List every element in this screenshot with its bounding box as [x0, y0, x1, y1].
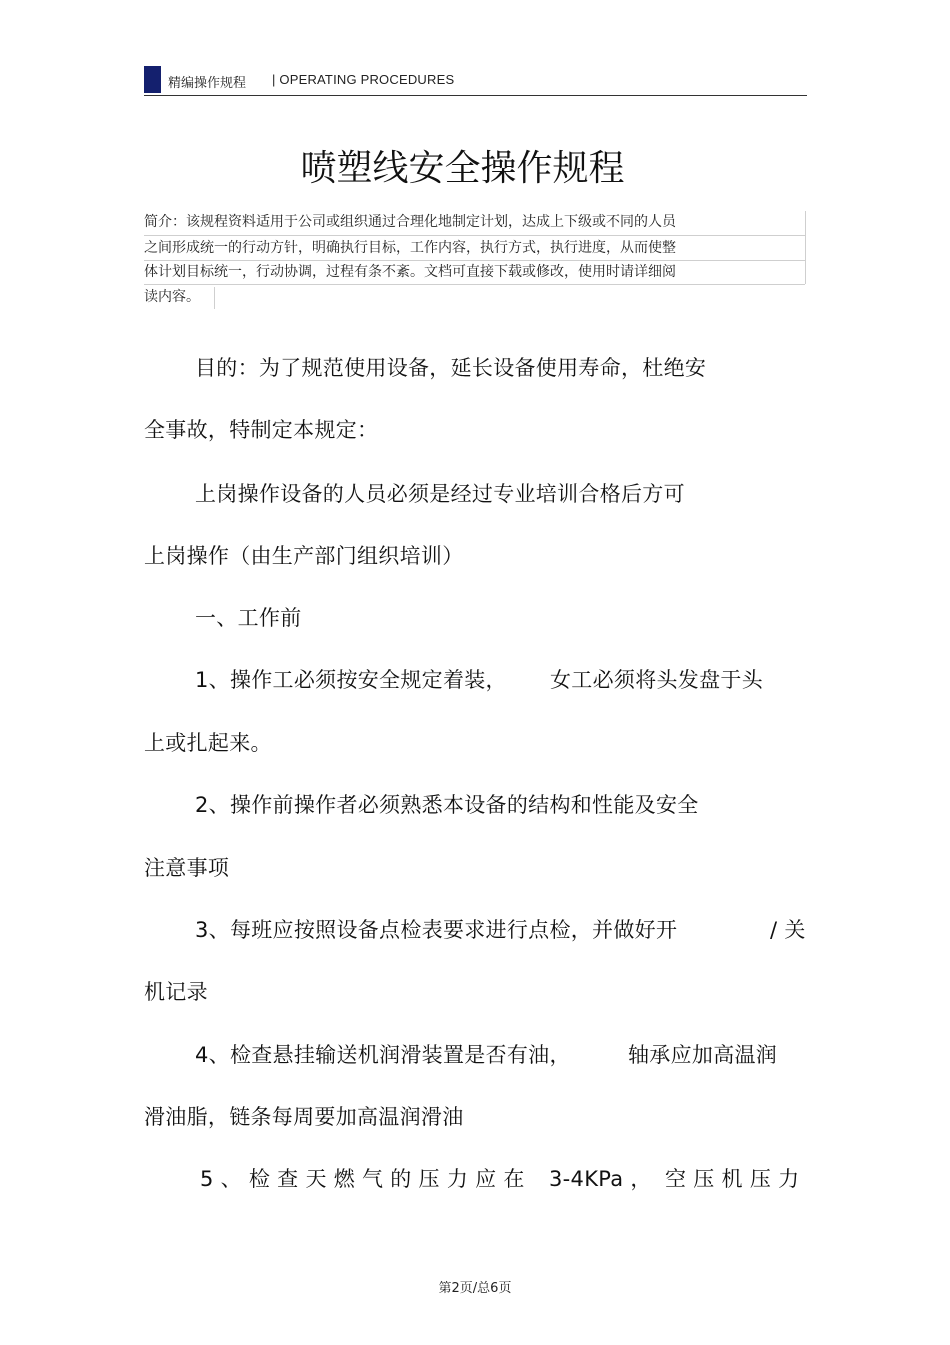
item-3-part-a: 3、每班应按照设备点检表要求进行点检，并做好开	[195, 918, 678, 942]
qualification-line-1: 上岗操作设备的人员必须是经过专业培训合格后方可	[195, 482, 685, 506]
item-4-part-a: 4、检查悬挂输送机润滑装置是否有油，	[195, 1043, 571, 1067]
item-4-part-b: 轴承应加高温润	[628, 1043, 778, 1067]
purpose-line-1: 目的：为了规范使用设备，延长设备使用寿命，杜绝安	[195, 356, 707, 380]
item-5-part-c: 空 压 机 压 力	[665, 1167, 800, 1191]
intro-line-3: 体计划目标统一，行动协调，过程有条不紊。文档可直接下载或修改，使用时请详细阅	[144, 264, 676, 280]
item-5-part-b: 3-4KPa ，	[549, 1167, 652, 1191]
intro-rule	[144, 284, 805, 285]
item-3-line-2: 机记录	[144, 980, 208, 1004]
intro-rule	[144, 235, 805, 236]
header-brand-en: | OPERATING PROCEDURES	[272, 72, 455, 87]
intro-border	[805, 211, 806, 284]
intro-line-2: 之间形成统一的行动方针，明确执行目标，工作内容，执行方式，执行进度，从而使整	[144, 240, 676, 256]
item-1-part-a: 1、操作工必须按安全规定着装，	[195, 668, 507, 692]
item-2-line-2: 注意事项	[144, 856, 230, 880]
item-1-part-b: 女工必须将头发盘于头	[550, 668, 763, 692]
intro-line-1: 简介：该规程资料适用于公司或组织通过合理化地制定计划，达成上下级或不同的人员	[144, 214, 676, 230]
qualification-line-2: 上岗操作（由生产部门组织培训）	[144, 544, 464, 568]
item-3-part-b: / 关	[770, 918, 806, 942]
item-4-line-2: 滑油脂，链条每周要加高温润滑油	[144, 1105, 464, 1129]
item-5-part-a: 5 、 检 查 天 燃 气 的 压 力 应 在	[200, 1167, 525, 1191]
purpose-line-2: 全事故，特制定本规定：	[144, 418, 379, 442]
intro-border	[214, 287, 215, 309]
document-logo	[144, 66, 161, 93]
intro-line-4: 读内容。	[144, 289, 200, 305]
item-1-line-2: 上或扎起来。	[144, 731, 272, 755]
header-brand-cn: 精编操作规程	[168, 76, 247, 91]
page-number: 第2页/总6页	[438, 1281, 512, 1296]
document-title: 喷塑线安全操作规程	[300, 148, 625, 189]
section-heading: 一、工作前	[195, 606, 302, 630]
intro-rule	[144, 260, 805, 261]
item-2-line-1: 2、操作前操作者必须熟悉本设备的结构和性能及安全	[195, 793, 699, 817]
header-divider	[144, 95, 807, 96]
